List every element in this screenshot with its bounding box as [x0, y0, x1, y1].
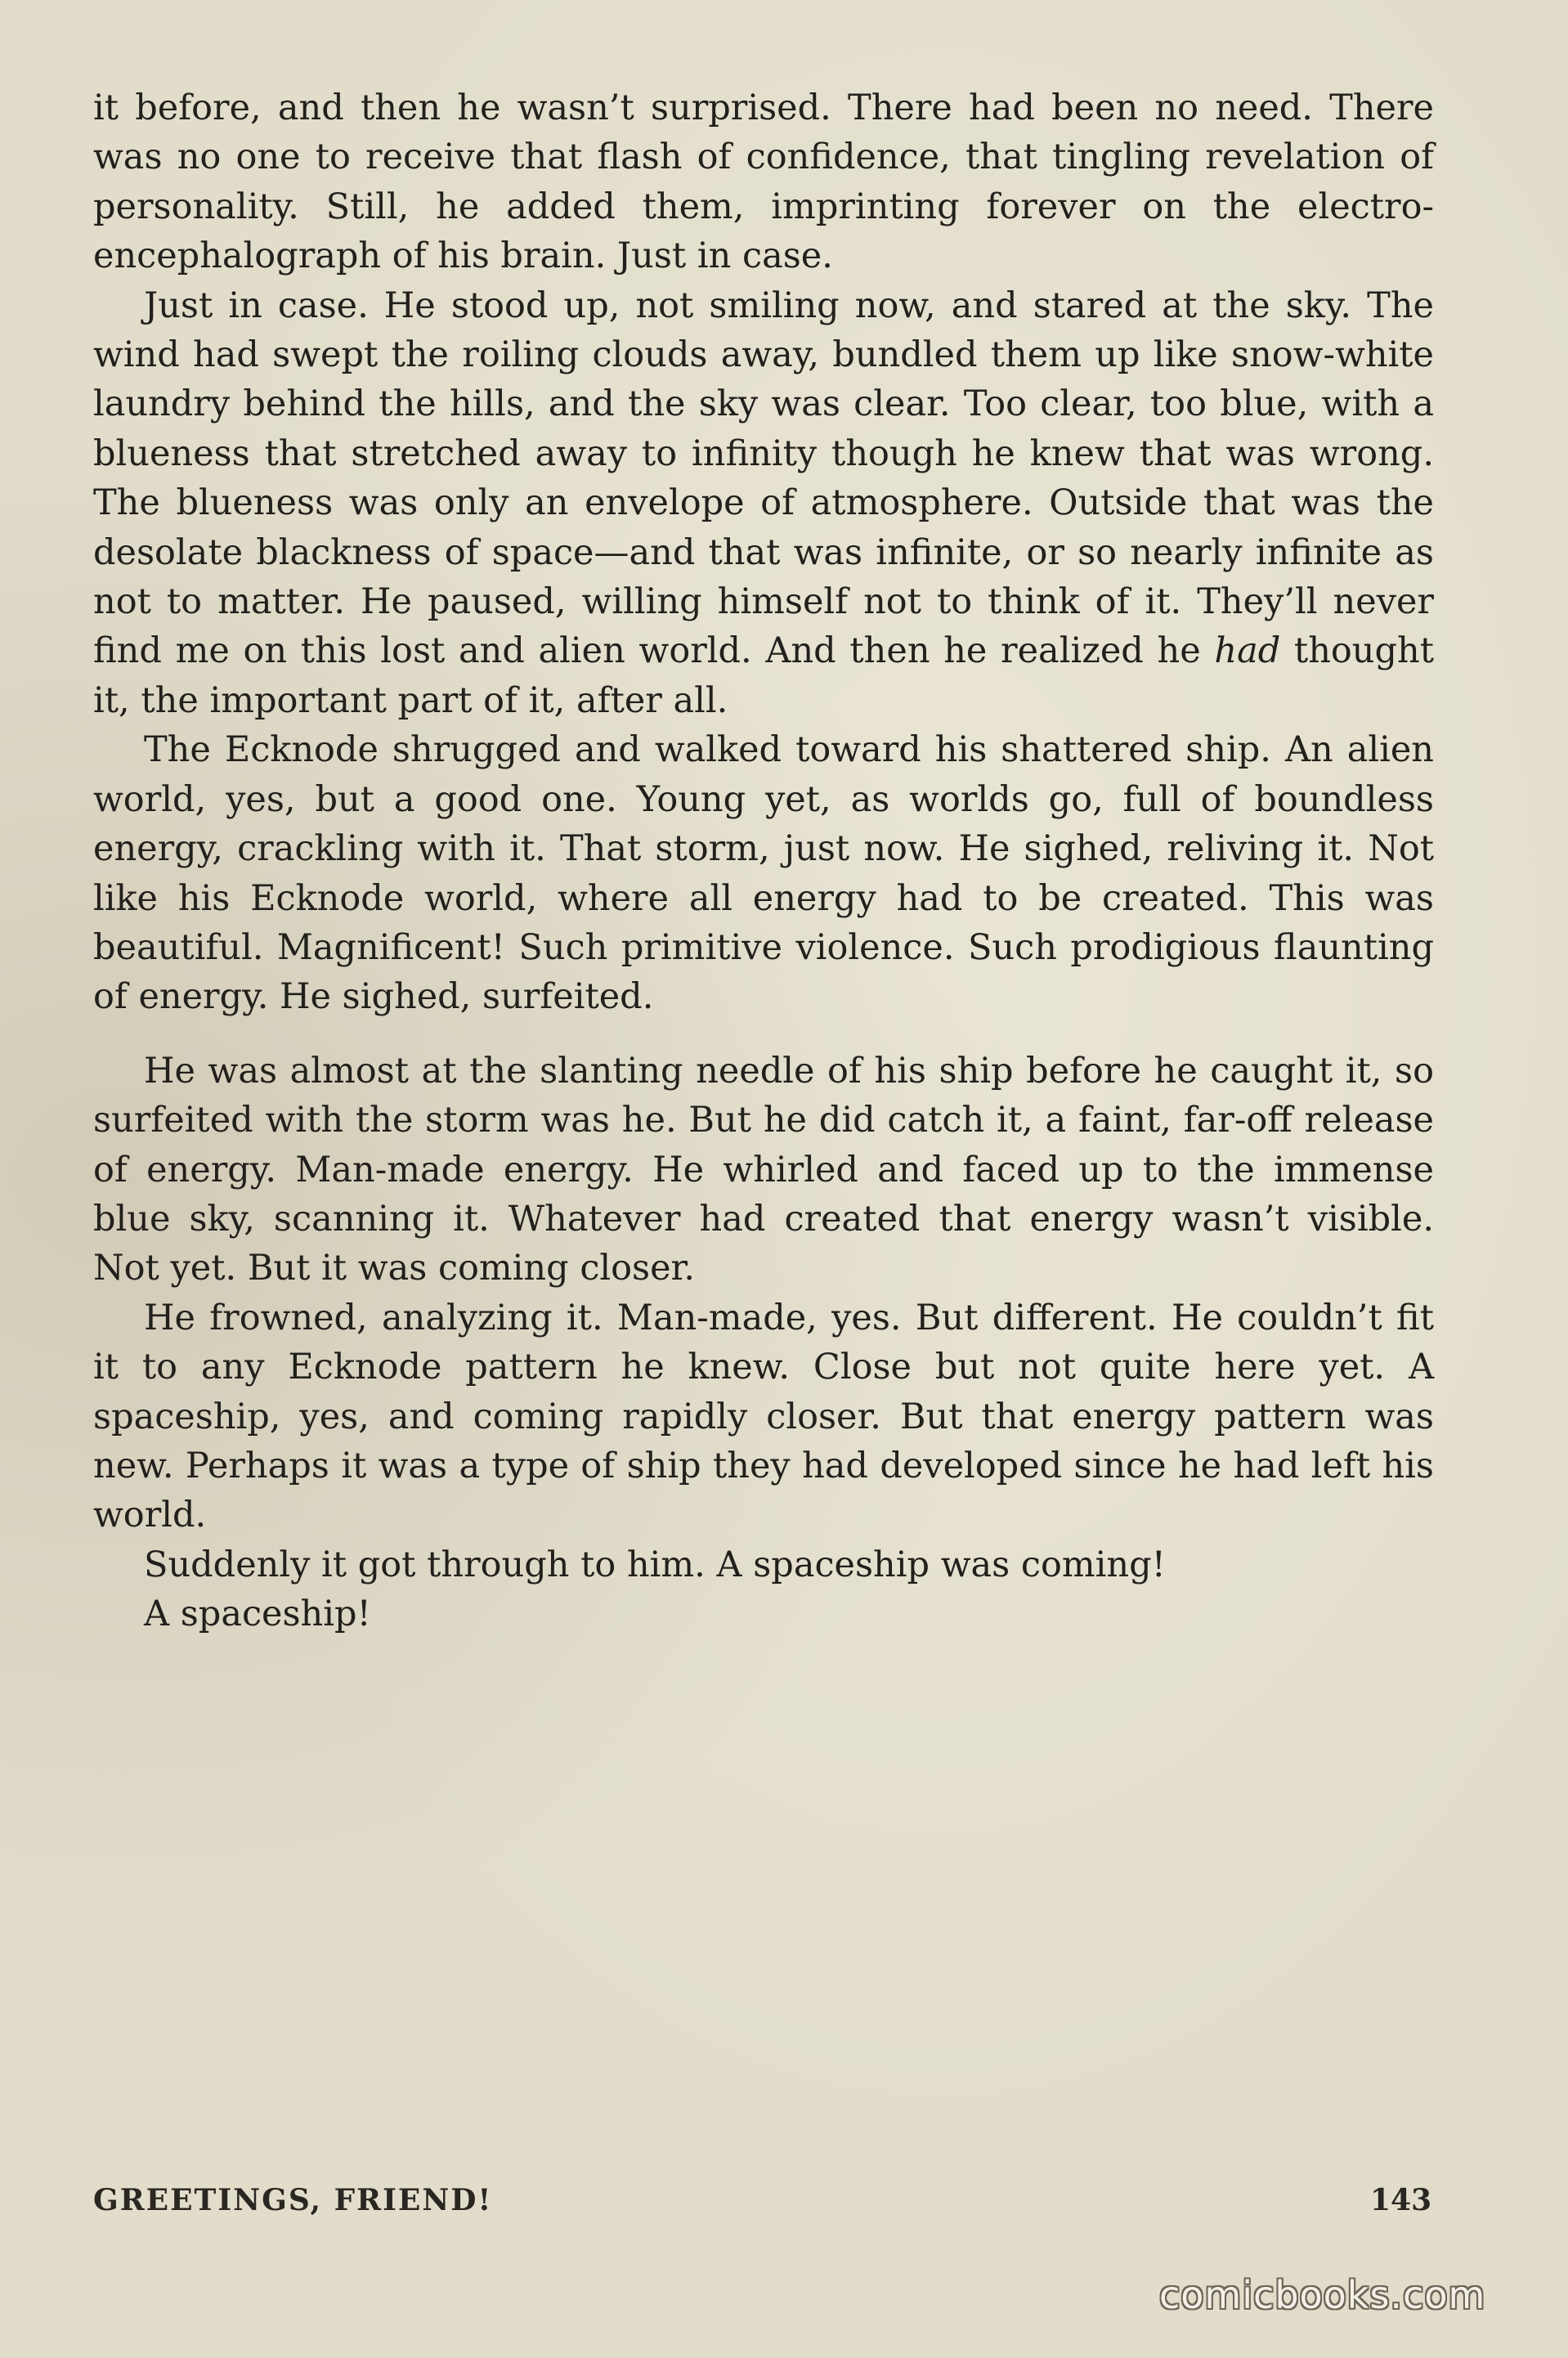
- paragraph-2-tail: thought it, the important part of it, after all.: [93, 630, 1434, 721]
- story-text: [93, 83, 1434, 1639]
- paragraph-5: He frowned, analyzing it. Man-made, yes. But different. He couldn’t fit it to any Ecknode pattern he knew. Close but not quite here yet. A spaceship, yes, and coming rapidly closer. But that energy pattern was new. Perhaps it was a type of ship they had developed since he had left his world.: [93, 1297, 1434, 1536]
- paragraph-7: A spaceship!: [144, 1594, 371, 1635]
- paragraph-1: it before, and then he wasn’t surprised. There had been no need. There was no one to receive that flash of confidence, that tingling revelation of personality. Still, he added them, imprinting forever on the electro-encephalograph of his brain. Just in case.: [93, 87, 1434, 277]
- paragraph-6: Suddenly it got through to him. A spaceship was coming!: [144, 1544, 1166, 1585]
- paragraph-3: The Ecknode shrugged and walked toward his shattered ship. An alien world, yes, but a good one. Young yet, as worlds go, full of boundless energy, crackling with it. That storm, just now. He sighed, reliving it. Not like his Ecknode world, where all energy had to be created. This was beautiful. Magnificent! Such primitive violence. Such prodigious flaunting of energy. He sighed, surfeited.: [93, 729, 1434, 1018]
- paragraph-2: [93, 281, 1434, 726]
- paragraph-4: He was almost at the slanting needle of his ship before he caught it, so surfeited with the storm was he. But he did catch it, a faint, far-off release of energy. Man-made energy. He whirled and faced up to the immense blue sky, scanning it. Whatever had created that energy wasn’t visible. Not yet. But it was coming closer.: [93, 1050, 1434, 1289]
- site-watermark: comicbooks.com: [1159, 2273, 1486, 2317]
- emphasis-had: had: [1214, 630, 1281, 672]
- running-footer-title: GREETINGS, FRIEND!: [93, 2183, 493, 2217]
- paragraph-2-text: Just in case. He stood up, not smiling now, and stared at the sky. The wind had swept the roiling clouds away, bundled them up like snow-white laundry behind the hills, and the sky was clear. Too clear, too blue, with a blueness that stretched away to infinity though he knew that was wrong. The blueness was only an envelope of atmosphere. Outside that was the desolate blackness of space—and that was infinite, or so nearly infinite as not to matter. He paused, willing himself not to think of it. They’ll never find me on this lost and alien world. And then he realized he: [93, 285, 1434, 672]
- page-number: 143: [1370, 2183, 1432, 2217]
